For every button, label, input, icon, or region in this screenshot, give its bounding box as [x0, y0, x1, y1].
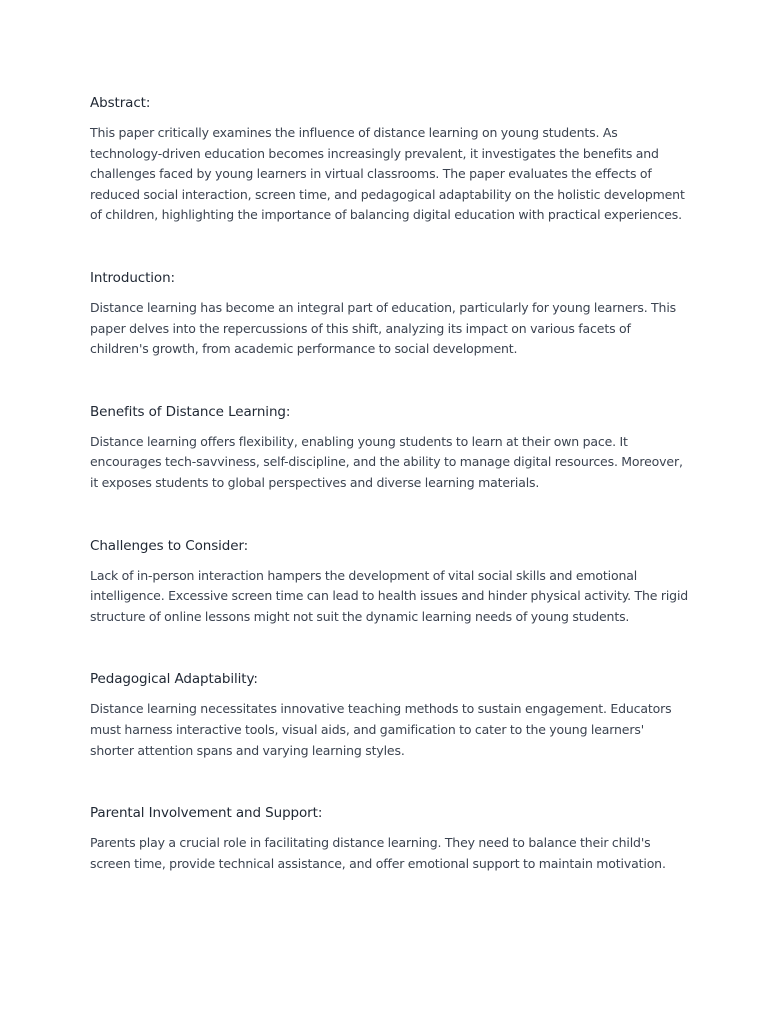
- section-heading: Pedagogical Adaptability:: [90, 671, 258, 688]
- section-body: Distance learning offers flexibility, enabling young students to learn at their own pace. It encourages tech-savviness, self-discipline, and the ability to manage digital resources. Moreover, it exposes students to global perspectives and diverse learning materials.: [90, 433, 683, 490]
- section-body: Parents play a crucial role in facilitating distance learning. They need to balance their child's screen time, provide technical assistance, and offer emotional support to maintain motivation.: [90, 835, 666, 871]
- section-heading: Challenges to Consider:: [90, 537, 249, 554]
- section-heading: Parental Involvement and Support:: [90, 805, 323, 822]
- section-spacer: [90, 360, 690, 402]
- section-spacer: [90, 761, 690, 803]
- section-heading: Introduction:: [90, 269, 175, 286]
- section-benefits: [90, 402, 690, 494]
- section-heading: Abstract:: [90, 95, 151, 111]
- section-challenges: [90, 536, 690, 628]
- section-spacer: [90, 226, 690, 268]
- section-body: This paper critically examines the influence of distance learning on young students. As technology-driven education becomes increasingly prevalent, it investigates the benefits and challenges faced by young learners in virtual classrooms. The paper evaluates the effects of reduced social interaction, screen time, and pedagogical adaptability on the holistic development of children, highlighting the importance of balancing digital education with practical experiences.: [90, 125, 685, 223]
- section-heading: Benefits of Distance Learning:: [90, 403, 291, 420]
- section-spacer: [90, 494, 690, 536]
- section-body: Distance learning necessitates innovative teaching methods to sustain engagement. Educators must harness interactive tools, visual aids, and gamification to cater to the young learners' shorter attention spans and varying learning styles.: [90, 701, 672, 758]
- section-body: Distance learning has become an integral part of education, particularly for young learners. This paper delves into the repercussions of this shift, analyzing its impact on various facets of children's growth, from academic performance to social development.: [90, 299, 677, 357]
- section-introduction: [90, 268, 690, 360]
- section-body: Lack of in-person interaction hampers the development of vital social skills and emotional intelligence. Excessive screen time can lead to health issues and hinder physical activity. The rigid structure of online lessons might not suit the dynamic learning needs of young students.: [90, 567, 689, 624]
- section-parental-involvement: [90, 803, 690, 874]
- section-abstract: [90, 93, 690, 226]
- section-pedagogical-adaptability: [90, 669, 690, 761]
- document-page: [90, 93, 690, 874]
- section-spacer: [90, 627, 690, 669]
